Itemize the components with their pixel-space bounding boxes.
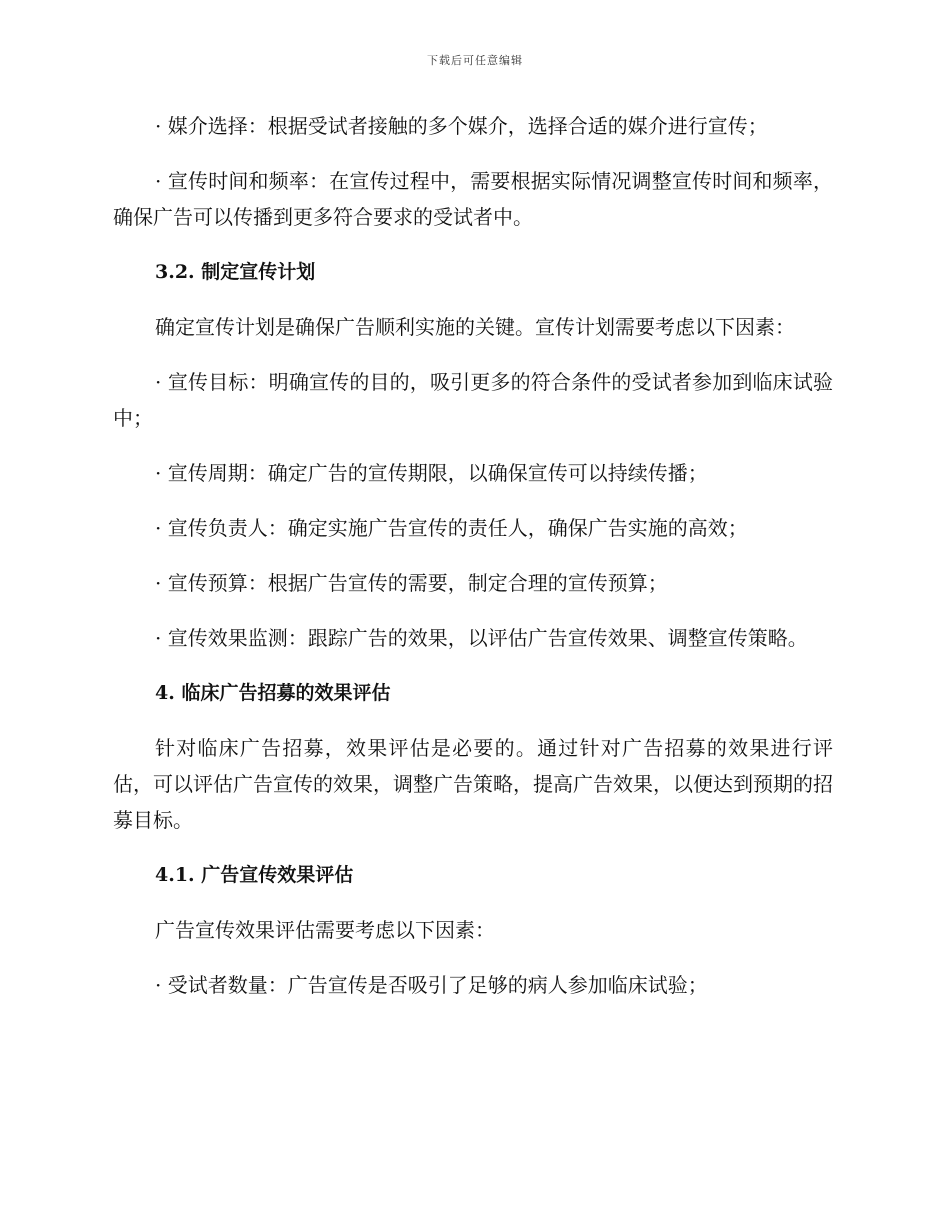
section-heading-3-2: 3.2. 制定宣传计划 [155, 261, 316, 283]
paragraph-evaluation-intro: 针对临床广告招募，效果评估是必要的。通过针对广告招募的效果进行评估，可以评估广告宣传的效果，调整广告策略，提高广告效果，以便达到预期的招募目标。 [113, 736, 833, 832]
section-heading-4-1: 4.1. 广告宣传效果评估 [155, 864, 354, 886]
bullet-promotion-goal: · 宣传目标：明确宣传的目的，吸引更多的符合条件的受试者参加到临床试验中； [113, 370, 833, 430]
bullet-promotion-timing: · 宣传时间和频率：在宣传过程中，需要根据实际情况调整宣传时间和频率，确保广告可以传播到更多符合要求的受试者中。 [113, 169, 833, 229]
bullet-media-selection: · 媒介选择：根据受试者接触的多个媒介，选择合适的媒介进行宣传； [155, 114, 768, 138]
paragraph-factors-intro: 广告宣传效果评估需要考虑以下因素： [155, 918, 495, 942]
paragraph-plan-intro: 确定宣传计划是确保广告顺利实施的关键。宣传计划需要考虑以下因素： [155, 315, 795, 339]
section-heading-4: 4. 临床广告招募的效果评估 [155, 682, 391, 704]
document-body [113, 108, 833, 1022]
bullet-promotion-owner: · 宣传负责人：确定实施广告宣传的责任人，确保广告实施的高效； [155, 516, 748, 540]
bullet-subject-count: · 受试者数量：广告宣传是否吸引了足够的病人参加临床试验； [155, 973, 708, 997]
bullet-promotion-period: · 宣传周期：确定广告的宣传期限，以确保宣传可以持续传播； [155, 461, 708, 485]
bullet-effect-monitoring: · 宣传效果监测：跟踪广告的效果，以评估广告宣传效果、调整宣传策略。 [155, 626, 808, 650]
page-header: 下载后可任意编辑 [427, 54, 523, 67]
bullet-promotion-budget: · 宣传预算：根据广告宣传的需要，制定合理的宣传预算； [155, 571, 668, 595]
